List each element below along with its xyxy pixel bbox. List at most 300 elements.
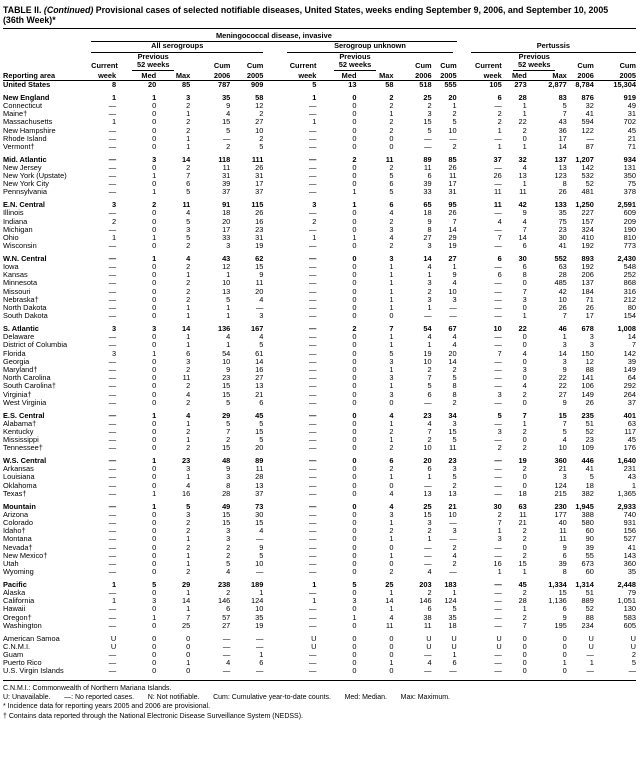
header-subgroup-all-serogroups: All serogroups — [91, 42, 263, 53]
data-cell: 3 — [562, 356, 567, 366]
title-prefix: TABLE II. — [3, 5, 42, 15]
data-cell: 149 — [623, 365, 636, 374]
data-cell: 28 — [518, 596, 527, 606]
row-label: Pacific — [3, 579, 27, 589]
data-cell: 0 — [522, 356, 527, 366]
header-spacer — [3, 30, 91, 42]
data-cell: 2 — [389, 100, 394, 110]
data-cell: 6 — [427, 464, 432, 474]
table-row — [3, 296, 636, 304]
data-cell: 14 — [518, 232, 527, 242]
data-cell: 2 — [389, 526, 394, 536]
row-label: Alabama† — [3, 419, 37, 428]
data-cell: 30 — [558, 232, 567, 242]
data-cell: 35 — [627, 567, 636, 577]
data-cell: 4 — [522, 381, 527, 391]
data-cell: 1 — [186, 270, 191, 280]
row-label: Iowa — [3, 263, 19, 272]
data-cell: 0 — [352, 480, 357, 490]
data-cell: — — [309, 323, 317, 333]
data-cell: 0 — [152, 418, 157, 428]
data-cell: 17 — [558, 133, 567, 143]
data-cell: 9 — [259, 270, 264, 280]
data-cell: 5 — [452, 435, 457, 445]
data-cell: 0 — [352, 641, 357, 651]
data-cell: — — [309, 534, 317, 544]
data-cell: 2 — [522, 534, 527, 544]
data-cell: 2 — [389, 125, 394, 135]
data-cell: 2 — [452, 480, 457, 490]
data-cell: 5 — [452, 472, 457, 482]
table-row — [3, 135, 636, 143]
data-cell: — — [255, 534, 264, 544]
table-row — [3, 651, 636, 659]
data-cell: 1 — [389, 278, 394, 288]
data-cell: 0 — [352, 179, 357, 189]
table-row — [3, 279, 636, 287]
data-cell: 3 — [497, 426, 502, 436]
data-cell: — — [309, 365, 317, 374]
data-cell: 532 — [581, 171, 594, 181]
data-cell: 1 — [226, 340, 231, 350]
data-cell: — — [108, 550, 117, 560]
data-cell: — — [494, 133, 502, 143]
data-cell: 4 — [452, 278, 457, 288]
data-cell: 6 — [389, 179, 394, 189]
header-2005-2: 2005 — [432, 71, 457, 81]
data-cell: 1 — [312, 232, 317, 242]
data-cell: 0 — [389, 141, 394, 151]
data-cell: — — [494, 456, 502, 466]
data-cell: 25 — [423, 92, 432, 102]
data-cell: U — [426, 641, 432, 651]
table-row — [3, 250, 636, 263]
data-cell: 149 — [581, 389, 594, 399]
data-cell: 3 — [452, 464, 457, 474]
data-cell: 0 — [152, 224, 157, 234]
row-label: South Carolina† — [3, 382, 57, 391]
data-cell: 18 — [222, 208, 231, 218]
table-row — [3, 81, 636, 90]
row-label: Indiana — [3, 217, 28, 226]
data-cell: 0 — [389, 641, 394, 651]
data-cell: 5 — [389, 171, 394, 181]
row-label: Connecticut — [3, 101, 43, 110]
data-cell: U — [630, 641, 636, 651]
data-cell: 27 — [558, 389, 567, 399]
data-cell: 4 — [389, 410, 394, 420]
data-cell: 2 — [497, 117, 502, 127]
data-cell: 0 — [152, 270, 157, 280]
header-spacer — [3, 42, 91, 53]
data-cell: 0 — [352, 286, 357, 296]
data-cell: U — [588, 641, 594, 651]
data-cell: 2 — [186, 426, 191, 436]
data-cell: 1,136 — [548, 596, 567, 606]
data-cell: 1 — [497, 526, 502, 536]
data-cell: 0 — [522, 658, 527, 668]
data-cell: 215 — [554, 488, 567, 498]
data-cell: — — [309, 381, 317, 391]
data-cell: 1 — [352, 200, 357, 210]
data-cell: 167 — [251, 323, 264, 333]
data-cell: 52 — [585, 426, 594, 436]
data-cell: 18 — [585, 480, 594, 490]
data-cell: 382 — [581, 488, 594, 498]
data-cell: — — [309, 426, 317, 436]
data-cell: 0 — [389, 650, 394, 659]
data-cell: — — [309, 356, 317, 366]
row-label: New York (Upstate) — [3, 172, 67, 181]
header-cum-2b: Cum — [440, 61, 457, 71]
data-cell: 11 — [385, 620, 394, 630]
data-cell: 16 — [255, 216, 264, 226]
data-cell: 6 — [259, 658, 264, 668]
data-cell: 0 — [352, 125, 357, 135]
data-cell: 10 — [423, 356, 432, 366]
data-cell: 1 — [226, 270, 231, 280]
header-previous-52-weeks-1: Previous 52 weeks — [116, 53, 190, 71]
data-cell: 6 — [562, 604, 567, 614]
header-med-3: Med — [502, 71, 527, 81]
data-cell: 41 — [585, 109, 594, 119]
data-cell: — — [449, 303, 457, 313]
data-cell: 3 — [226, 241, 231, 251]
data-cell: 25 — [182, 620, 191, 630]
data-cell: 552 — [554, 253, 567, 263]
data-cell: 8 — [452, 389, 457, 399]
table-row — [3, 428, 636, 436]
table-row — [3, 391, 636, 399]
data-cell: 34 — [448, 410, 457, 420]
data-cell: 740 — [623, 509, 636, 519]
row-label: Florida — [3, 349, 26, 358]
data-cell: 0 — [352, 92, 357, 102]
data-cell: 3 — [427, 241, 432, 251]
data-cell: 7 — [497, 517, 502, 527]
data-cell: — — [586, 650, 594, 659]
row-label: New York City — [3, 180, 50, 189]
data-cell: — — [309, 348, 317, 358]
data-cell: 1 — [389, 472, 394, 482]
table-body — [3, 81, 636, 676]
row-label: Ohio — [3, 233, 19, 242]
data-cell: 2 — [631, 650, 636, 659]
data-cell: 8,784 — [575, 80, 594, 89]
data-cell: 195 — [554, 620, 567, 630]
table-row — [3, 234, 636, 242]
data-cell: 3 — [427, 109, 432, 119]
data-cell: 137 — [554, 154, 567, 164]
data-cell: 0 — [522, 133, 527, 143]
data-cell: 518 — [419, 80, 432, 89]
table-row — [3, 407, 636, 420]
data-cell: 0 — [352, 567, 357, 577]
data-cell: — — [309, 278, 317, 288]
data-cell: 1 — [152, 187, 157, 197]
data-cell: 3 — [259, 311, 264, 321]
data-cell: 0 — [152, 141, 157, 151]
data-cell: 0 — [352, 488, 357, 498]
data-cell: 11 — [255, 278, 264, 288]
table-row — [3, 519, 636, 527]
data-cell: 2,591 — [617, 200, 636, 210]
data-cell: 2 — [389, 426, 394, 436]
data-cell: 3 — [522, 365, 527, 374]
data-cell: 5 — [186, 232, 191, 242]
data-cell: 0 — [152, 100, 157, 110]
data-cell: — — [494, 311, 502, 321]
data-cell: 3 — [562, 472, 567, 482]
data-cell: 17 — [585, 311, 594, 321]
data-cell: — — [309, 133, 317, 143]
data-cell: 6 — [522, 262, 527, 272]
data-cell: 3 — [226, 534, 231, 544]
data-cell: 3 — [152, 323, 157, 333]
footnote-line: † Contains data reported through the National Electronic Disease Surveillance System (NEDSS). — [3, 712, 303, 720]
data-cell: 26 — [558, 303, 567, 313]
data-cell: 252 — [623, 270, 636, 280]
data-cell: 118 — [218, 154, 231, 164]
table-row — [3, 333, 636, 341]
data-cell: 15 — [255, 517, 264, 527]
data-cell: 7 — [452, 216, 457, 226]
data-cell: 14 — [182, 323, 191, 333]
data-cell: 26 — [255, 162, 264, 172]
data-cell: 9 — [427, 216, 432, 226]
data-cell: 0 — [152, 550, 157, 560]
row-label: Kentucky — [3, 427, 34, 436]
data-cell: 264 — [623, 389, 636, 399]
data-cell: 42 — [558, 286, 567, 296]
data-cell: 0 — [562, 650, 567, 659]
data-cell: — — [108, 397, 117, 407]
data-cell: 22 — [558, 381, 567, 391]
data-cell: 0 — [352, 109, 357, 119]
data-cell: — — [108, 286, 117, 296]
data-cell: 7 — [562, 418, 567, 428]
data-cell: 1 — [389, 262, 394, 272]
data-cell: 2 — [389, 443, 394, 453]
data-cell: 1 — [562, 332, 567, 342]
data-cell: — — [494, 100, 502, 110]
data-cell: 3 — [186, 356, 191, 366]
data-cell: 9 — [562, 542, 567, 552]
table-row — [3, 535, 636, 543]
data-cell: 7 — [497, 348, 502, 358]
data-cell: 4 — [389, 488, 394, 498]
data-cell: — — [424, 397, 432, 407]
data-cell: — — [309, 332, 317, 342]
data-cell: 2 — [497, 109, 502, 119]
data-cell: 45 — [627, 435, 636, 445]
data-cell: 1 — [389, 340, 394, 350]
data-cell: — — [108, 133, 117, 143]
table-row — [3, 498, 636, 511]
table-row — [3, 444, 636, 452]
table-row — [3, 382, 636, 390]
data-cell: 0 — [152, 311, 157, 321]
data-cell: 109 — [581, 443, 594, 453]
data-cell: 5 — [259, 550, 264, 560]
data-cell: 19 — [255, 620, 264, 630]
row-label: United States — [3, 80, 51, 89]
data-cell: — — [309, 224, 317, 234]
data-cell: 6 — [452, 658, 457, 668]
data-cell: 2,877 — [548, 80, 567, 89]
data-cell: 35 — [448, 612, 457, 622]
data-cell: 1 — [497, 125, 502, 135]
data-cell: 0 — [152, 517, 157, 527]
data-cell: 1 — [389, 658, 394, 668]
row-label: New Jersey — [3, 163, 42, 172]
data-cell: 2 — [186, 542, 191, 552]
data-cell: 0 — [352, 340, 357, 350]
data-cell: — — [108, 509, 117, 519]
data-cell: — — [494, 303, 502, 313]
data-cell: — — [309, 488, 317, 498]
data-cell: 20 — [255, 443, 264, 453]
data-cell: 0 — [352, 456, 357, 466]
data-cell: 183 — [444, 579, 457, 589]
data-cell: 1 — [389, 332, 394, 342]
data-cell: — — [108, 141, 117, 151]
data-cell: 21 — [627, 133, 636, 143]
data-cell: 13 — [348, 80, 357, 89]
data-cell: 13 — [222, 286, 231, 296]
data-cell: 10 — [448, 286, 457, 296]
data-cell: — — [309, 389, 317, 399]
data-cell: 14 — [423, 253, 432, 263]
data-cell: 55 — [585, 550, 594, 560]
data-cell: 4 — [389, 501, 394, 511]
data-cell: — — [309, 517, 317, 527]
data-cell: 206 — [581, 270, 594, 280]
table-row — [3, 164, 636, 172]
data-cell: 10 — [448, 125, 457, 135]
data-cell: — — [108, 620, 117, 630]
data-cell: 0 — [522, 373, 527, 383]
table-row — [3, 89, 636, 102]
data-cell: 5 — [259, 340, 264, 350]
data-cell: 5 — [226, 418, 231, 428]
data-cell: 0 — [522, 278, 527, 288]
data-cell: 14 — [448, 356, 457, 366]
data-cell: 8 — [427, 224, 432, 234]
data-cell: 14 — [558, 141, 567, 151]
data-cell: 9 — [259, 542, 264, 552]
header-row-disease-group — [3, 30, 636, 42]
data-cell: — — [108, 480, 117, 490]
header-row-stat-groups — [3, 53, 636, 71]
data-cell: — — [424, 311, 432, 321]
data-cell: — — [309, 501, 317, 511]
data-cell: 1 — [312, 579, 317, 589]
data-cell: 0 — [352, 171, 357, 181]
data-cell: 2 — [522, 464, 527, 474]
row-label: Nebraska† — [3, 295, 39, 304]
data-cell: 54 — [423, 323, 432, 333]
data-cell: 2 — [522, 125, 527, 135]
data-cell: 146 — [217, 596, 231, 606]
data-cell: 30 — [518, 253, 527, 263]
data-cell: 0 — [152, 666, 157, 676]
data-cell: 122 — [581, 125, 594, 135]
data-cell: 95 — [448, 200, 457, 210]
data-cell: 123 — [554, 171, 567, 181]
data-cell: 1 — [186, 658, 191, 668]
data-cell: 3 — [112, 323, 117, 333]
data-cell: 20 — [222, 216, 231, 226]
row-label: Virginia† — [3, 390, 32, 399]
data-cell: 1 — [259, 588, 264, 598]
row-label: Mountain — [3, 501, 36, 511]
data-cell: — — [309, 666, 317, 676]
data-cell: 0 — [352, 294, 357, 304]
data-cell: 1 — [152, 92, 157, 102]
data-cell: 5 — [427, 125, 432, 135]
data-cell: 1 — [152, 348, 157, 358]
data-cell: 15 — [423, 117, 432, 127]
data-cell: 5 — [562, 100, 567, 110]
data-cell: 555 — [444, 80, 457, 89]
data-cell: 5 — [186, 216, 191, 226]
data-cell: 1,640 — [617, 456, 636, 466]
data-cell: 6 — [186, 348, 191, 358]
row-label: W.N. Central — [3, 253, 47, 263]
data-cell: 15 — [222, 117, 231, 127]
data-cell: 3 — [427, 517, 432, 527]
data-cell: 1 — [312, 596, 317, 606]
data-cell: 1 — [186, 133, 191, 143]
data-cell: 9 — [562, 365, 567, 374]
data-cell: 594 — [581, 117, 594, 127]
row-label: S. Atlantic — [3, 323, 39, 333]
data-cell: 0 — [152, 332, 157, 342]
data-cell: 0 — [352, 604, 357, 614]
data-cell: 19 — [255, 241, 264, 251]
data-cell: 1 — [389, 303, 394, 313]
data-cell: 0 — [186, 633, 191, 643]
data-cell: 189 — [251, 579, 264, 589]
data-cell: 61 — [255, 348, 264, 358]
data-cell: 1 — [427, 534, 432, 544]
data-cell: — — [309, 650, 317, 659]
data-cell: 1 — [312, 92, 317, 102]
data-cell: — — [108, 567, 117, 577]
data-cell: 29 — [222, 410, 231, 420]
data-cell: 0 — [389, 666, 394, 676]
data-cell: 71 — [627, 141, 636, 151]
data-cell: 2 — [226, 435, 231, 445]
header-spacer — [457, 30, 636, 42]
data-cell: 83 — [558, 92, 567, 102]
data-cell: 22 — [558, 373, 567, 383]
data-cell: 80 — [627, 303, 636, 313]
data-cell: — — [494, 588, 502, 598]
table-row — [3, 172, 636, 180]
table-row — [3, 118, 636, 126]
data-cell: 43 — [558, 117, 567, 127]
table-row — [3, 552, 636, 560]
data-cell: 0 — [152, 397, 157, 407]
data-cell: 63 — [518, 501, 527, 511]
data-cell: 117 — [624, 426, 636, 436]
data-cell: — — [494, 488, 502, 498]
data-cell: 2 — [259, 133, 264, 143]
data-cell: 4 — [186, 253, 191, 263]
data-cell: 1 — [389, 381, 394, 391]
